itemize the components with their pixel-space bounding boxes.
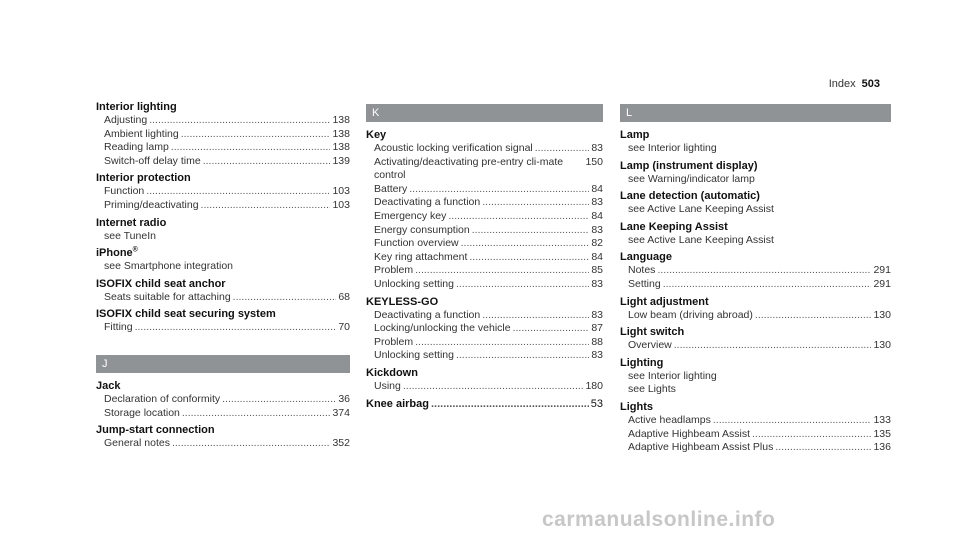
index-subentry [620, 278, 891, 292]
index-column-3 [620, 104, 891, 458]
subentry-text: Using [374, 379, 401, 392]
page-ref: 133 [873, 413, 891, 426]
index-entry [620, 159, 891, 187]
index-entry [620, 400, 891, 455]
index-heading-line [96, 216, 350, 230]
index-heading: Lane Keeping Assist [620, 220, 728, 233]
page-ref: 87 [591, 322, 603, 335]
index-heading: Light adjustment [620, 295, 709, 308]
index-subentry [96, 128, 350, 142]
dot-leader [657, 264, 871, 278]
index-subentry [366, 210, 603, 224]
cross-reference: see Interior lighting [628, 142, 717, 154]
dot-leader [456, 278, 589, 292]
dot-leader [233, 291, 337, 305]
index-subentry [366, 380, 603, 394]
subentry-text: Key ring attachment [374, 250, 468, 263]
subentry-text: Reading lamp [104, 141, 169, 154]
subentry-text: Declaration of conformity [104, 392, 221, 405]
page-ref: 138 [332, 127, 350, 140]
subentry-text: Unlocking setting [374, 277, 454, 290]
index-column-1 [96, 100, 350, 454]
subentry-text: Ambient lighting [104, 127, 179, 140]
subentry-text: Seats suitable for attaching [104, 290, 231, 303]
dot-leader [663, 278, 872, 292]
index-heading: Lights [620, 400, 653, 413]
page-ref: 83 [591, 223, 603, 236]
index-subentry [366, 264, 603, 278]
dot-leader [775, 441, 871, 455]
index-heading-line [366, 366, 603, 380]
subentry-text: Activating/deactivating pre-entry cli-mate control [374, 155, 564, 182]
subentry-text: Function [104, 185, 145, 198]
index-subentry [366, 224, 603, 238]
index-subentry [620, 441, 891, 455]
subentry-text: Switch-off delay time [104, 154, 201, 167]
page-ref: 53 [590, 397, 603, 410]
subentry-text: Low beam (driving abroad) [628, 308, 753, 321]
dot-leader [456, 349, 589, 363]
subentry-text: Locking/unlocking the vehicle [374, 322, 511, 335]
page-ref: 84 [591, 250, 603, 263]
subentry-text: Fitting [104, 321, 133, 334]
page-ref: 374 [332, 406, 350, 419]
index-entry [620, 128, 891, 156]
cross-reference: see Lights [628, 383, 676, 396]
page-ref: 130 [873, 339, 891, 352]
index-heading: iPhone [96, 247, 133, 260]
dot-leader [472, 224, 590, 238]
index-entry [366, 397, 603, 411]
subentry-text: Problem [374, 335, 414, 348]
page-ref: 291 [873, 264, 891, 277]
index-subentry [366, 309, 603, 323]
page-header [762, 78, 880, 90]
dot-leader [535, 142, 590, 156]
index-heading: Kickdown [366, 366, 418, 379]
index-heading-line [620, 189, 891, 203]
page-ref: 83 [591, 277, 603, 290]
index-subentry [366, 349, 603, 363]
index-heading: Lighting [620, 356, 664, 369]
index-entry [620, 356, 891, 397]
index-column-2 [366, 104, 603, 414]
index-subentry [620, 414, 891, 428]
subentry-text: General notes [104, 437, 170, 450]
watermark: carmanualsonline.info [542, 508, 776, 531]
dot-leader [674, 339, 872, 353]
index-entry [96, 246, 350, 274]
index-subentry [96, 393, 350, 407]
dot-leader [415, 336, 589, 350]
index-entry [96, 216, 350, 244]
section-bar-j: J [96, 355, 350, 373]
index-heading-line [366, 128, 603, 142]
page-number: 503 [861, 78, 880, 90]
subentry-text: Energy consumption [374, 223, 470, 236]
dot-leader [203, 155, 331, 169]
index-heading-row [366, 397, 603, 411]
index-heading-line [96, 100, 350, 114]
index-subentry [366, 336, 603, 350]
index-subentry [96, 155, 350, 169]
index-heading: Knee airbag [366, 397, 429, 410]
index-heading-line [96, 307, 350, 321]
page-ref: 36 [338, 392, 350, 405]
section-bar-l: L [620, 104, 891, 122]
subentry-text: Notes [628, 264, 656, 277]
index-heading: Lamp [620, 129, 650, 141]
dot-leader [171, 141, 331, 155]
index-entry [96, 277, 350, 305]
page-ref: 103 [332, 185, 350, 198]
cross-reference: see Warning/indicator lamp [628, 172, 755, 185]
dot-leader [415, 264, 589, 278]
page-ref: 150 [585, 155, 603, 168]
index-entry [96, 307, 350, 335]
subentry-text: Adaptive Highbeam Assist [628, 427, 750, 440]
index-entry [366, 366, 603, 394]
index-subentry [366, 142, 603, 156]
dot-leader [448, 210, 589, 224]
index-entry [96, 171, 350, 212]
dot-leader [469, 251, 589, 265]
page-ref: 139 [332, 154, 350, 167]
dot-leader [713, 414, 872, 428]
dot-leader [482, 196, 589, 210]
index-heading-line [620, 295, 891, 309]
page-ref: 85 [591, 264, 603, 277]
dot-leader [182, 407, 331, 421]
index-subentry [96, 114, 350, 128]
page-ref: 138 [332, 114, 350, 126]
index-heading-line [620, 325, 891, 339]
index-subentry [366, 237, 603, 251]
index-subentry [620, 428, 891, 442]
page-ref: 84 [591, 209, 603, 222]
page-ref: 70 [338, 321, 350, 334]
index-subentry [96, 407, 350, 421]
page-ref: 68 [338, 290, 350, 303]
page-ref: 82 [591, 237, 603, 250]
index-heading: Language [620, 251, 672, 264]
index-subentry [620, 264, 891, 278]
index-heading-line [96, 171, 350, 185]
index-entry [96, 423, 350, 451]
subentry-text: Deactivating a function [374, 196, 481, 209]
index-heading-line [96, 423, 350, 437]
index-heading: Interior protection [96, 172, 191, 185]
index-entry [96, 379, 350, 420]
index-subentry [366, 278, 603, 292]
page-ref: 83 [591, 349, 603, 362]
index-subentry [366, 251, 603, 265]
index-heading-line [620, 250, 891, 264]
subentry-text: Adjusting [104, 114, 148, 126]
index-subentry [96, 185, 350, 199]
dot-leader [172, 437, 331, 451]
cross-reference: see Active Lane Keeping Assist [628, 233, 774, 246]
index-subentry [366, 196, 603, 210]
index-heading: Interior lighting [96, 101, 177, 113]
index-subentry [96, 199, 350, 213]
dot-leader [135, 321, 337, 335]
index-entry [620, 325, 891, 353]
index-heading-line [96, 379, 350, 393]
index-entry [620, 189, 891, 217]
subentry-text: Storage location [104, 406, 180, 419]
dot-leader [146, 185, 330, 199]
dot-leader [201, 199, 331, 213]
page-ref: 130 [873, 308, 891, 321]
index-subentry [366, 322, 603, 336]
page-ref: 136 [873, 441, 891, 454]
page-ref: 138 [332, 141, 350, 154]
subentry-text: Overview [628, 339, 672, 352]
dot-leader [482, 309, 589, 323]
subentry-text: Priming/deactivating [104, 198, 199, 211]
cross-reference: see TuneIn [104, 229, 156, 242]
index-heading-line [620, 356, 891, 370]
subentry-text: Function overview [374, 237, 459, 250]
index-heading: KEYLESS-GO [366, 295, 439, 308]
index-heading-line [620, 128, 891, 142]
subentry-text: Unlocking setting [374, 349, 454, 362]
dot-leader [431, 397, 589, 411]
index-subentry [96, 291, 350, 305]
index-entry [96, 100, 350, 168]
index-subentry [620, 339, 891, 353]
index-heading-line [96, 277, 350, 291]
index-heading-line [620, 220, 891, 234]
index-heading: Lane detection (automatic) [620, 190, 760, 203]
page-ref: 352 [332, 437, 350, 450]
index-entry [620, 220, 891, 248]
page-ref: 135 [873, 427, 891, 440]
page-ref: 83 [591, 196, 603, 209]
page-ref: 180 [585, 379, 603, 392]
index-subentry [96, 321, 350, 335]
index-heading: Jump-start connection [96, 424, 215, 437]
dot-leader [513, 322, 590, 336]
page-ref: 83 [591, 142, 603, 154]
index-heading: Jack [96, 379, 121, 392]
section-bar-k: K [366, 104, 603, 122]
dot-leader [752, 428, 871, 442]
index-heading: Internet radio [96, 216, 167, 229]
subentry-text: Acoustic locking verification signal [374, 142, 533, 154]
registered-mark: ® [132, 246, 138, 254]
index-heading: Light switch [620, 326, 685, 339]
dot-leader [409, 183, 589, 197]
page-ref: 83 [591, 308, 603, 321]
page-ref: 103 [332, 198, 350, 211]
dot-leader [149, 114, 330, 128]
index-label: Index [828, 78, 856, 90]
index-entry [366, 128, 603, 292]
index-heading-line [620, 159, 891, 173]
subentry-text: Deactivating a function [374, 308, 481, 321]
index-heading-line [620, 400, 891, 414]
index-subentry [96, 141, 350, 155]
index-entry [620, 250, 891, 291]
index-subentry [620, 309, 891, 323]
page-ref: 88 [591, 335, 603, 348]
subentry-text: Setting [628, 277, 661, 290]
subentry-text: Adaptive Highbeam Assist Plus [628, 441, 774, 454]
index-heading: ISOFIX child seat securing system [96, 308, 276, 321]
index-entry [620, 295, 891, 323]
dot-leader [181, 128, 331, 142]
dot-leader [403, 380, 584, 394]
index-heading-line [366, 295, 603, 309]
index-heading: ISOFIX child seat anchor [96, 277, 226, 290]
index-subentry [366, 183, 603, 197]
dot-leader [461, 237, 590, 251]
index-subentry [96, 437, 350, 451]
cross-reference: see Smartphone integration [104, 260, 233, 273]
index-entry [366, 295, 603, 363]
page-ref: 291 [873, 277, 891, 290]
subentry-text: Active headlamps [628, 413, 711, 426]
cross-reference: see Active Lane Keeping Assist [628, 203, 774, 216]
cross-reference: see Interior lighting [628, 369, 717, 382]
subentry-text: Emergency key [374, 209, 447, 222]
index-heading-line [96, 246, 350, 260]
index-heading: Lamp (instrument display) [620, 159, 758, 172]
index-subentry [366, 156, 603, 183]
subentry-text: Problem [374, 264, 414, 277]
dot-leader [222, 393, 336, 407]
subentry-text: Battery [374, 182, 408, 195]
page-ref: 84 [591, 182, 603, 195]
index-heading: Key [366, 129, 387, 141]
dot-leader [755, 309, 872, 323]
